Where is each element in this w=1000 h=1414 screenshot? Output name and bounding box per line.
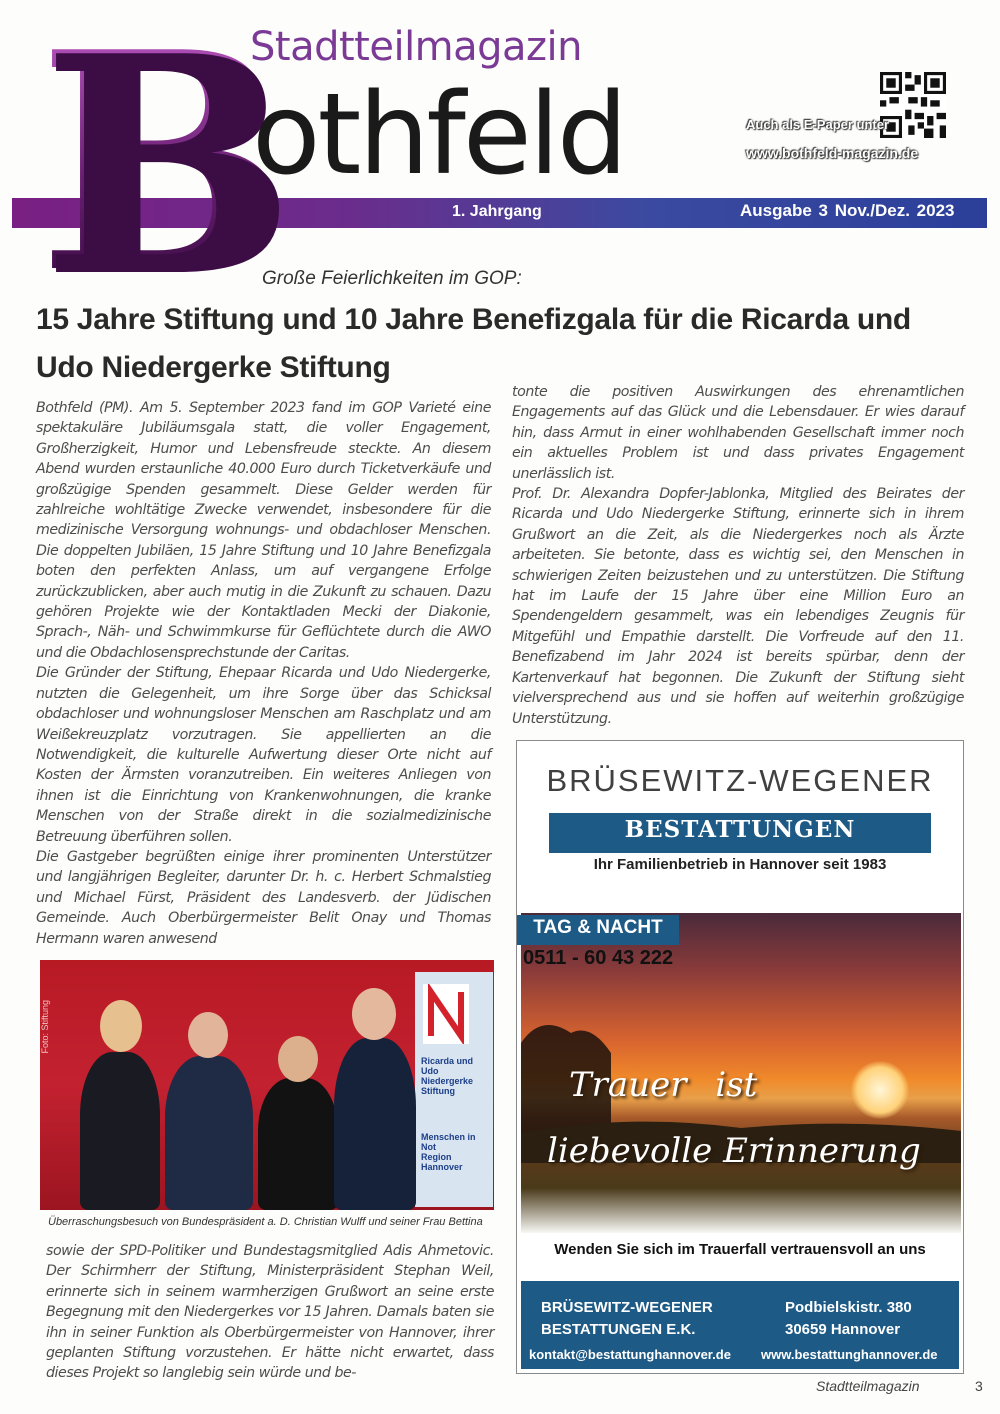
banner-subtitle (421, 1132, 491, 1172)
ad-subtitle: Ihr Familienbetrieb in Hannover seit 1983 (593, 856, 887, 873)
banner-title (421, 1056, 491, 1096)
jahrgang-label: 1. Jahrgang (452, 203, 542, 220)
article-paragraph: Die Gastgeber begrüßten einige ihrer prominenten Unterstützer und langjährigen Begleiter, darunter Dr. h. c. Herbert Schmalstieg und Michael Fürst, Präsident des Landesverb. der Jüdischen Gemeinde. Auch Oberbürgermeister Belit Onay und Thomas Hermann waren anwesend (36, 848, 491, 947)
person-head (188, 1012, 228, 1058)
magazine-label: Stadtteilmagazin (250, 24, 583, 70)
ad-slogan-line: Trauer ist (569, 1065, 758, 1105)
ad-footer-company (541, 1297, 713, 1341)
person-head (352, 988, 396, 1040)
masthead-place-name: othfeld (252, 70, 625, 200)
foundation-banner (415, 972, 493, 1207)
foundation-logo-icon (423, 984, 469, 1044)
article-headline: 15 Jahre Stiftung und 10 Jahre Benefizgala für die Ricarda und Udo Niedergerke Stiftung (36, 303, 911, 384)
ad-hours-label: TAG & NACHT (533, 917, 663, 938)
banner-line: Region Hannover (421, 1152, 463, 1172)
ad-company-name: BRÜSEWITZ-WEGENER (546, 763, 934, 798)
person-head (278, 1036, 318, 1082)
article-paragraph: Bothfeld (PM). Am 5. September 2023 fand im GOP Varieté eine spektakuläre Jubiläumsgala statt, die voller Engagement, Großherzigkeit, Humor und Lebensfreude steckte. An diesem Abend wurden erstaunliche 40.000 Euro durch Ticketverkäufe und großzügige Spenden gesammelt. Diese Gelder werden für zahlreiche wohltätige Zwecke verwendet, insbesondere für die medizinische Versorgung wohnungs- und obdachloser Menschen. Die doppelten Jubiläen, 15 Jahre Stiftung und 10 Jahre Benefizgala boten den perfekten Anlass, um auf vergangene Erfolge zurückzublicken, aber auch mutig in die Zukunft zu schauen. Dazu gehören Projekte wie der Kontaktladen Mecki der Diakonie, Sprach-, Näh- und Schwimmkurse für Geflüchtete durch die AWO und die Obdachlosensprechstunde der Caritas. (36, 400, 491, 661)
person-figure (80, 1052, 160, 1210)
ad-footer-line: Podbielskistr. 380 (785, 1299, 912, 1316)
person-figure (258, 1078, 338, 1210)
ad-website-link[interactable]: www.bestattunghannover.de (761, 1347, 938, 1362)
page-number: 3 (975, 1378, 983, 1394)
ad-footer-line: BESTATTUNGEN E.K. (541, 1321, 696, 1338)
ad-footer-line: 30659 Hannover (785, 1321, 901, 1338)
person-head (100, 1000, 142, 1052)
person-figure (334, 1038, 416, 1210)
person-figure (165, 1056, 253, 1210)
event-photo (40, 960, 494, 1210)
epaper-url-link[interactable]: www.bothfeld-magazin.de (746, 145, 919, 161)
photo-caption: Überraschungsbesuch von Bundespräsident a. D. Christian Wulff und seiner Frau Bettina (48, 1216, 483, 1228)
masthead-big-letter: B (38, 0, 282, 339)
footer-magazine-name: Stadtteilmagazin (816, 1378, 920, 1394)
article-column-bottom (46, 1241, 494, 1384)
ad-slogan-line: liebevolle Erinnerung (547, 1131, 921, 1171)
article-paragraph: Prof. Dr. Alexandra Dopfer-Jablonka, Mitglied des Beirates der Ricarda und Udo Niedergerke Stiftung, erinnerte sich in ihrem Grußwort an die Zeit, als die Niedergerkes noch als Ärzte arbeiteten. Sie betonte, dass es wichtig sei, den Menschen in schwierigen Zeiten beizustehen und zu unterstützen. Die Stiftung hat im Laufe der 15 Jahre über eine Million Euro an Spendengeldern gesammelt, was ein lebendiges Zeugnis für Mitgefühl und Empathie darstellt. Die Vorfreude auf den 11. Benefizabend im Jahr 2024 ist bereits spürbar, denn der Kartenverkauf hat begonnen. Die Zukunft der Stiftung sieht vielversprechend aus und sie hoffen auf weiterhin großzügige Unterstützung. (512, 486, 964, 727)
article-kicker: Große Feierlichkeiten im GOP: (262, 268, 522, 289)
ad-footer-address (785, 1297, 912, 1341)
qr-code-icon[interactable] (880, 72, 946, 138)
ad-title: BESTATTUNGEN (624, 816, 856, 843)
article-column-left (36, 398, 491, 949)
ad-email-link[interactable]: kontakt@bestattunghannover.de (529, 1347, 731, 1362)
banner-line: Niedergerke Stiftung (421, 1076, 474, 1096)
issue-label: Ausgabe 3 Nov./Dez. 2023 (740, 201, 955, 220)
ad-footer-line: BRÜSEWITZ-WEGENER (541, 1299, 713, 1316)
article-column-right (512, 382, 964, 729)
article-paragraph: sowie der SPD-Politiker und Bundestagsmitglied Adis Ahmetovic. Der Schirmherr der Stiftung, Ministerpräsident Stephan Weil, erinnerte sich in seinem warmherzigen Grußwort an seine erste Begegnung mit den Niedergerkes vor 15 Jahren. Damals baten sie ihn in seiner Funktion als Oberbürgermeister von Hannover, ihrer geplanten Stiftung vorzustehen. Er hätte nicht erwartet, dass dieses Projekt so langlebig sein würde und be- (46, 1243, 494, 1382)
article-paragraph: tonte die positiven Auswirkungen des ehrenamtlichen Engagements auf das Glück und die Lebensdauer. Er wies darauf hin, dass Armut in einer wohlhabenden Gesellschaft immer noch ein aktuelles Problem ist und dass privates Engagement unerlässlich ist. (512, 384, 964, 482)
photo-credit: Foto: Stiftung (40, 1000, 50, 1054)
article-paragraph: Die Gründer der Stiftung, Ehepaar Ricarda und Udo Niedergerke, nutzten die Gelegenheit, um ihre Sorge über das Schicksal obdachloser und wohnungsloser Menschen am Raschplatz und am Weißekreuzplatz vorzutragen. Sie appellierten an die Notwendigkeit, die kulturelle Aufwertung dieser Orte nicht auf Kosten der Ärmsten voranzutreiben. Ein weiteres Anliegen von ihnen ist die Einrichtung von Krankenwohnungen, die kranke Menschen von der Straße direkt in die sozialmedizinische Betreuung überführen sollen. (36, 665, 491, 845)
banner-line: Menschen in Not (421, 1132, 476, 1152)
ad-phone-number[interactable]: 0511 - 60 43 222 (523, 947, 674, 969)
ad-call-to-action: Wenden Sie sich im Trauerfall vertrauensvoll an uns (554, 1241, 926, 1258)
epaper-label: Auch als E-Paper unter (746, 117, 890, 132)
funeral-advertisement (516, 740, 964, 1374)
banner-line: Ricarda und Udo (421, 1056, 474, 1076)
